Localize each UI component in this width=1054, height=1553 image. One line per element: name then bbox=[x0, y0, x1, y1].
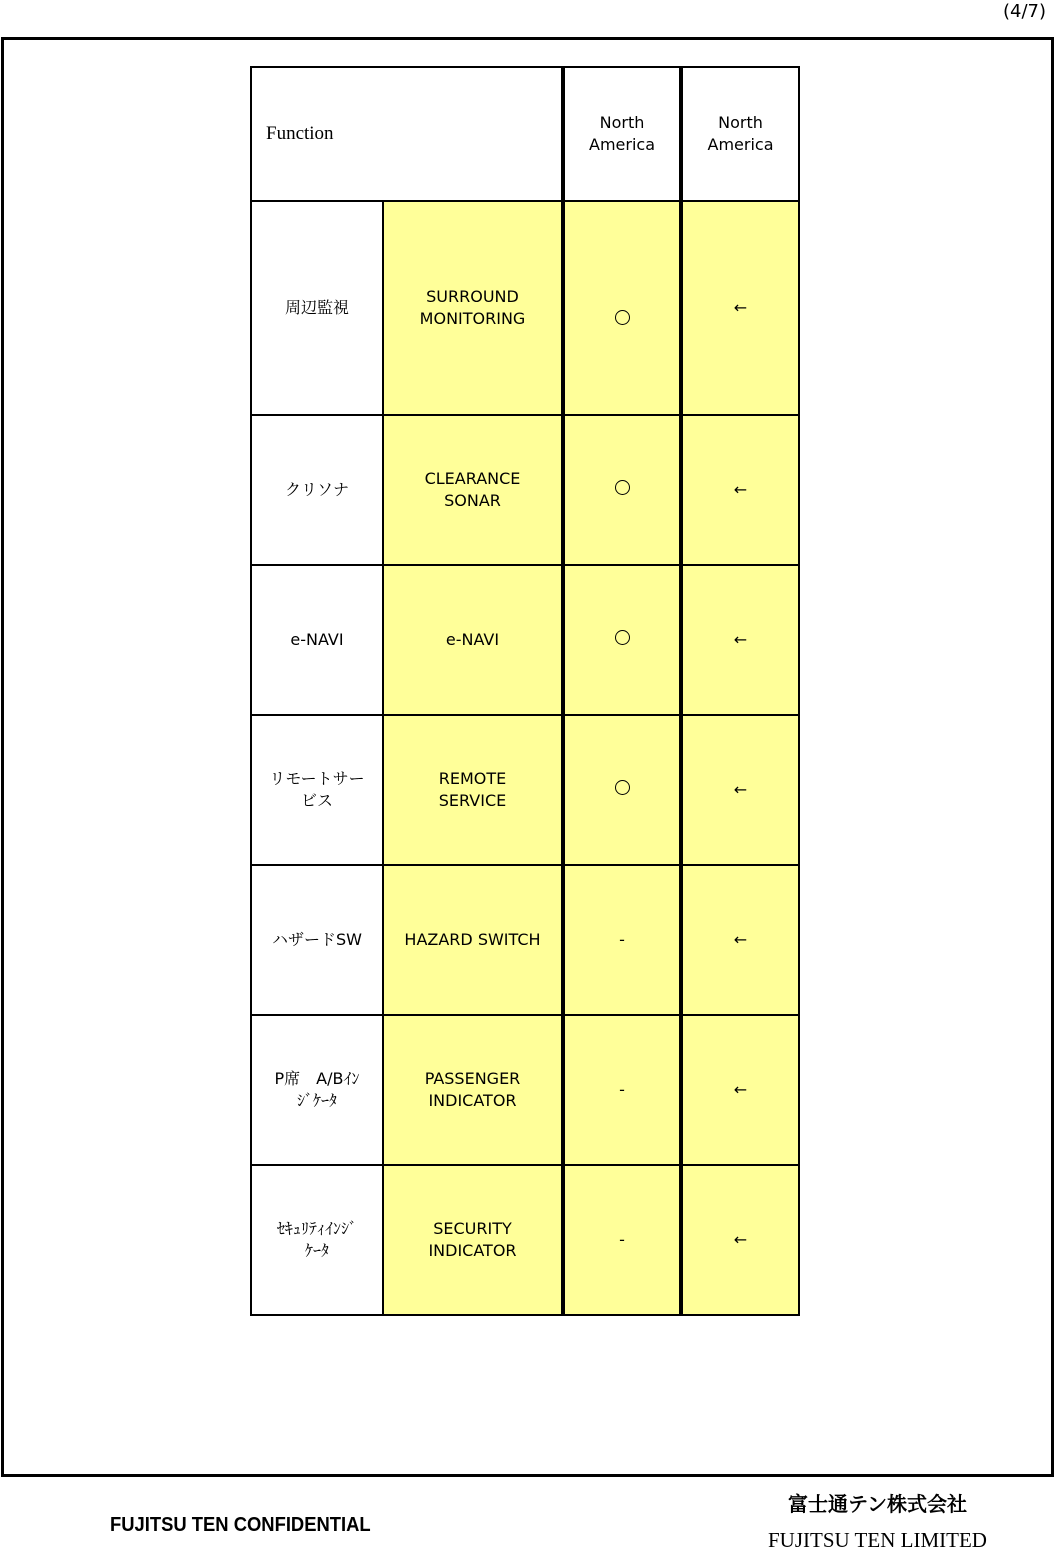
function-jp: ハザードSW bbox=[251, 865, 383, 1015]
table-row bbox=[251, 865, 799, 1015]
function-jp: クリソナ bbox=[251, 415, 383, 565]
confidential-label: FUJITSU TEN CONFIDENTIAL bbox=[110, 1514, 371, 1536]
table-header-row bbox=[251, 67, 799, 201]
function-en bbox=[383, 1015, 563, 1165]
availability-na2: ← bbox=[681, 201, 799, 415]
table-row bbox=[251, 1015, 799, 1165]
availability-na1 bbox=[563, 715, 681, 865]
function-jp: e-NAVI bbox=[251, 565, 383, 715]
circle-icon bbox=[615, 630, 630, 645]
availability-na2: ← bbox=[681, 1165, 799, 1315]
header-region-2-line1: North bbox=[718, 113, 763, 132]
availability-na2: ← bbox=[681, 415, 799, 565]
function-jp bbox=[251, 1165, 383, 1315]
availability-na2: ← bbox=[681, 1015, 799, 1165]
function-en bbox=[383, 715, 563, 865]
function-jp-line2: ｹｰﾀ bbox=[304, 1241, 329, 1260]
function-jp bbox=[251, 715, 383, 865]
company-name-en: FUJITSU TEN LIMITED bbox=[768, 1528, 987, 1552]
availability-na1 bbox=[563, 415, 681, 565]
function-en: e-NAVI bbox=[383, 565, 563, 715]
availability-na1 bbox=[563, 201, 681, 415]
header-region-2-line2: America bbox=[707, 135, 774, 154]
circle-icon bbox=[615, 480, 630, 495]
function-en bbox=[383, 201, 563, 415]
table-row bbox=[251, 1165, 799, 1315]
function-jp-line2: ビス bbox=[300, 791, 333, 810]
table-row bbox=[251, 415, 799, 565]
availability-na2: ← bbox=[681, 715, 799, 865]
function-jp-line2: ｼﾞｹｰﾀ bbox=[296, 1091, 337, 1110]
availability-na2: ← bbox=[681, 565, 799, 715]
availability-na2: ← bbox=[681, 865, 799, 1015]
header-region-1-line1: North bbox=[599, 113, 645, 132]
circle-icon bbox=[615, 310, 630, 325]
function-jp-line1: ｾｷｭﾘﾃｨｲﾝｼﾞ bbox=[276, 1219, 357, 1238]
table-row bbox=[251, 201, 799, 415]
function-table bbox=[250, 66, 800, 1316]
function-en-line2: SONAR bbox=[444, 491, 501, 510]
company-name-jp: 富士通テン株式会社 bbox=[788, 1492, 967, 1516]
header-function: Function bbox=[251, 67, 563, 201]
function-en-line2: SERVICE bbox=[438, 791, 507, 810]
function-jp-line1: P席 A/Bｲﾝ bbox=[274, 1069, 360, 1088]
function-en-line1: CLEARANCE bbox=[424, 469, 521, 488]
header-region-1 bbox=[563, 67, 681, 201]
function-jp: 周辺監視 bbox=[251, 201, 383, 415]
availability-na1: - bbox=[563, 865, 681, 1015]
page-number: (4/7) bbox=[1002, 1, 1046, 22]
availability-na1: - bbox=[563, 1015, 681, 1165]
function-en: HAZARD SWITCH bbox=[383, 865, 563, 1015]
availability-na1 bbox=[563, 565, 681, 715]
circle-icon bbox=[615, 780, 630, 795]
function-en-line2: INDICATOR bbox=[428, 1241, 517, 1260]
function-en-line1: PASSENGER bbox=[424, 1069, 521, 1088]
function-en bbox=[383, 1165, 563, 1315]
function-en-line1: REMOTE bbox=[438, 769, 507, 788]
function-en-line2: INDICATOR bbox=[428, 1091, 517, 1110]
function-en-line1: SECURITY bbox=[433, 1219, 512, 1238]
availability-na1: - bbox=[563, 1165, 681, 1315]
header-region-1-line2: America bbox=[589, 135, 655, 154]
function-en-line1: SURROUND bbox=[426, 287, 519, 306]
function-jp-line1: リモートサー bbox=[269, 769, 365, 788]
function-jp bbox=[251, 1015, 383, 1165]
table-row bbox=[251, 565, 799, 715]
table-row bbox=[251, 715, 799, 865]
function-en bbox=[383, 415, 563, 565]
header-region-2 bbox=[681, 67, 799, 201]
function-en-line2: MONITORING bbox=[419, 309, 526, 328]
